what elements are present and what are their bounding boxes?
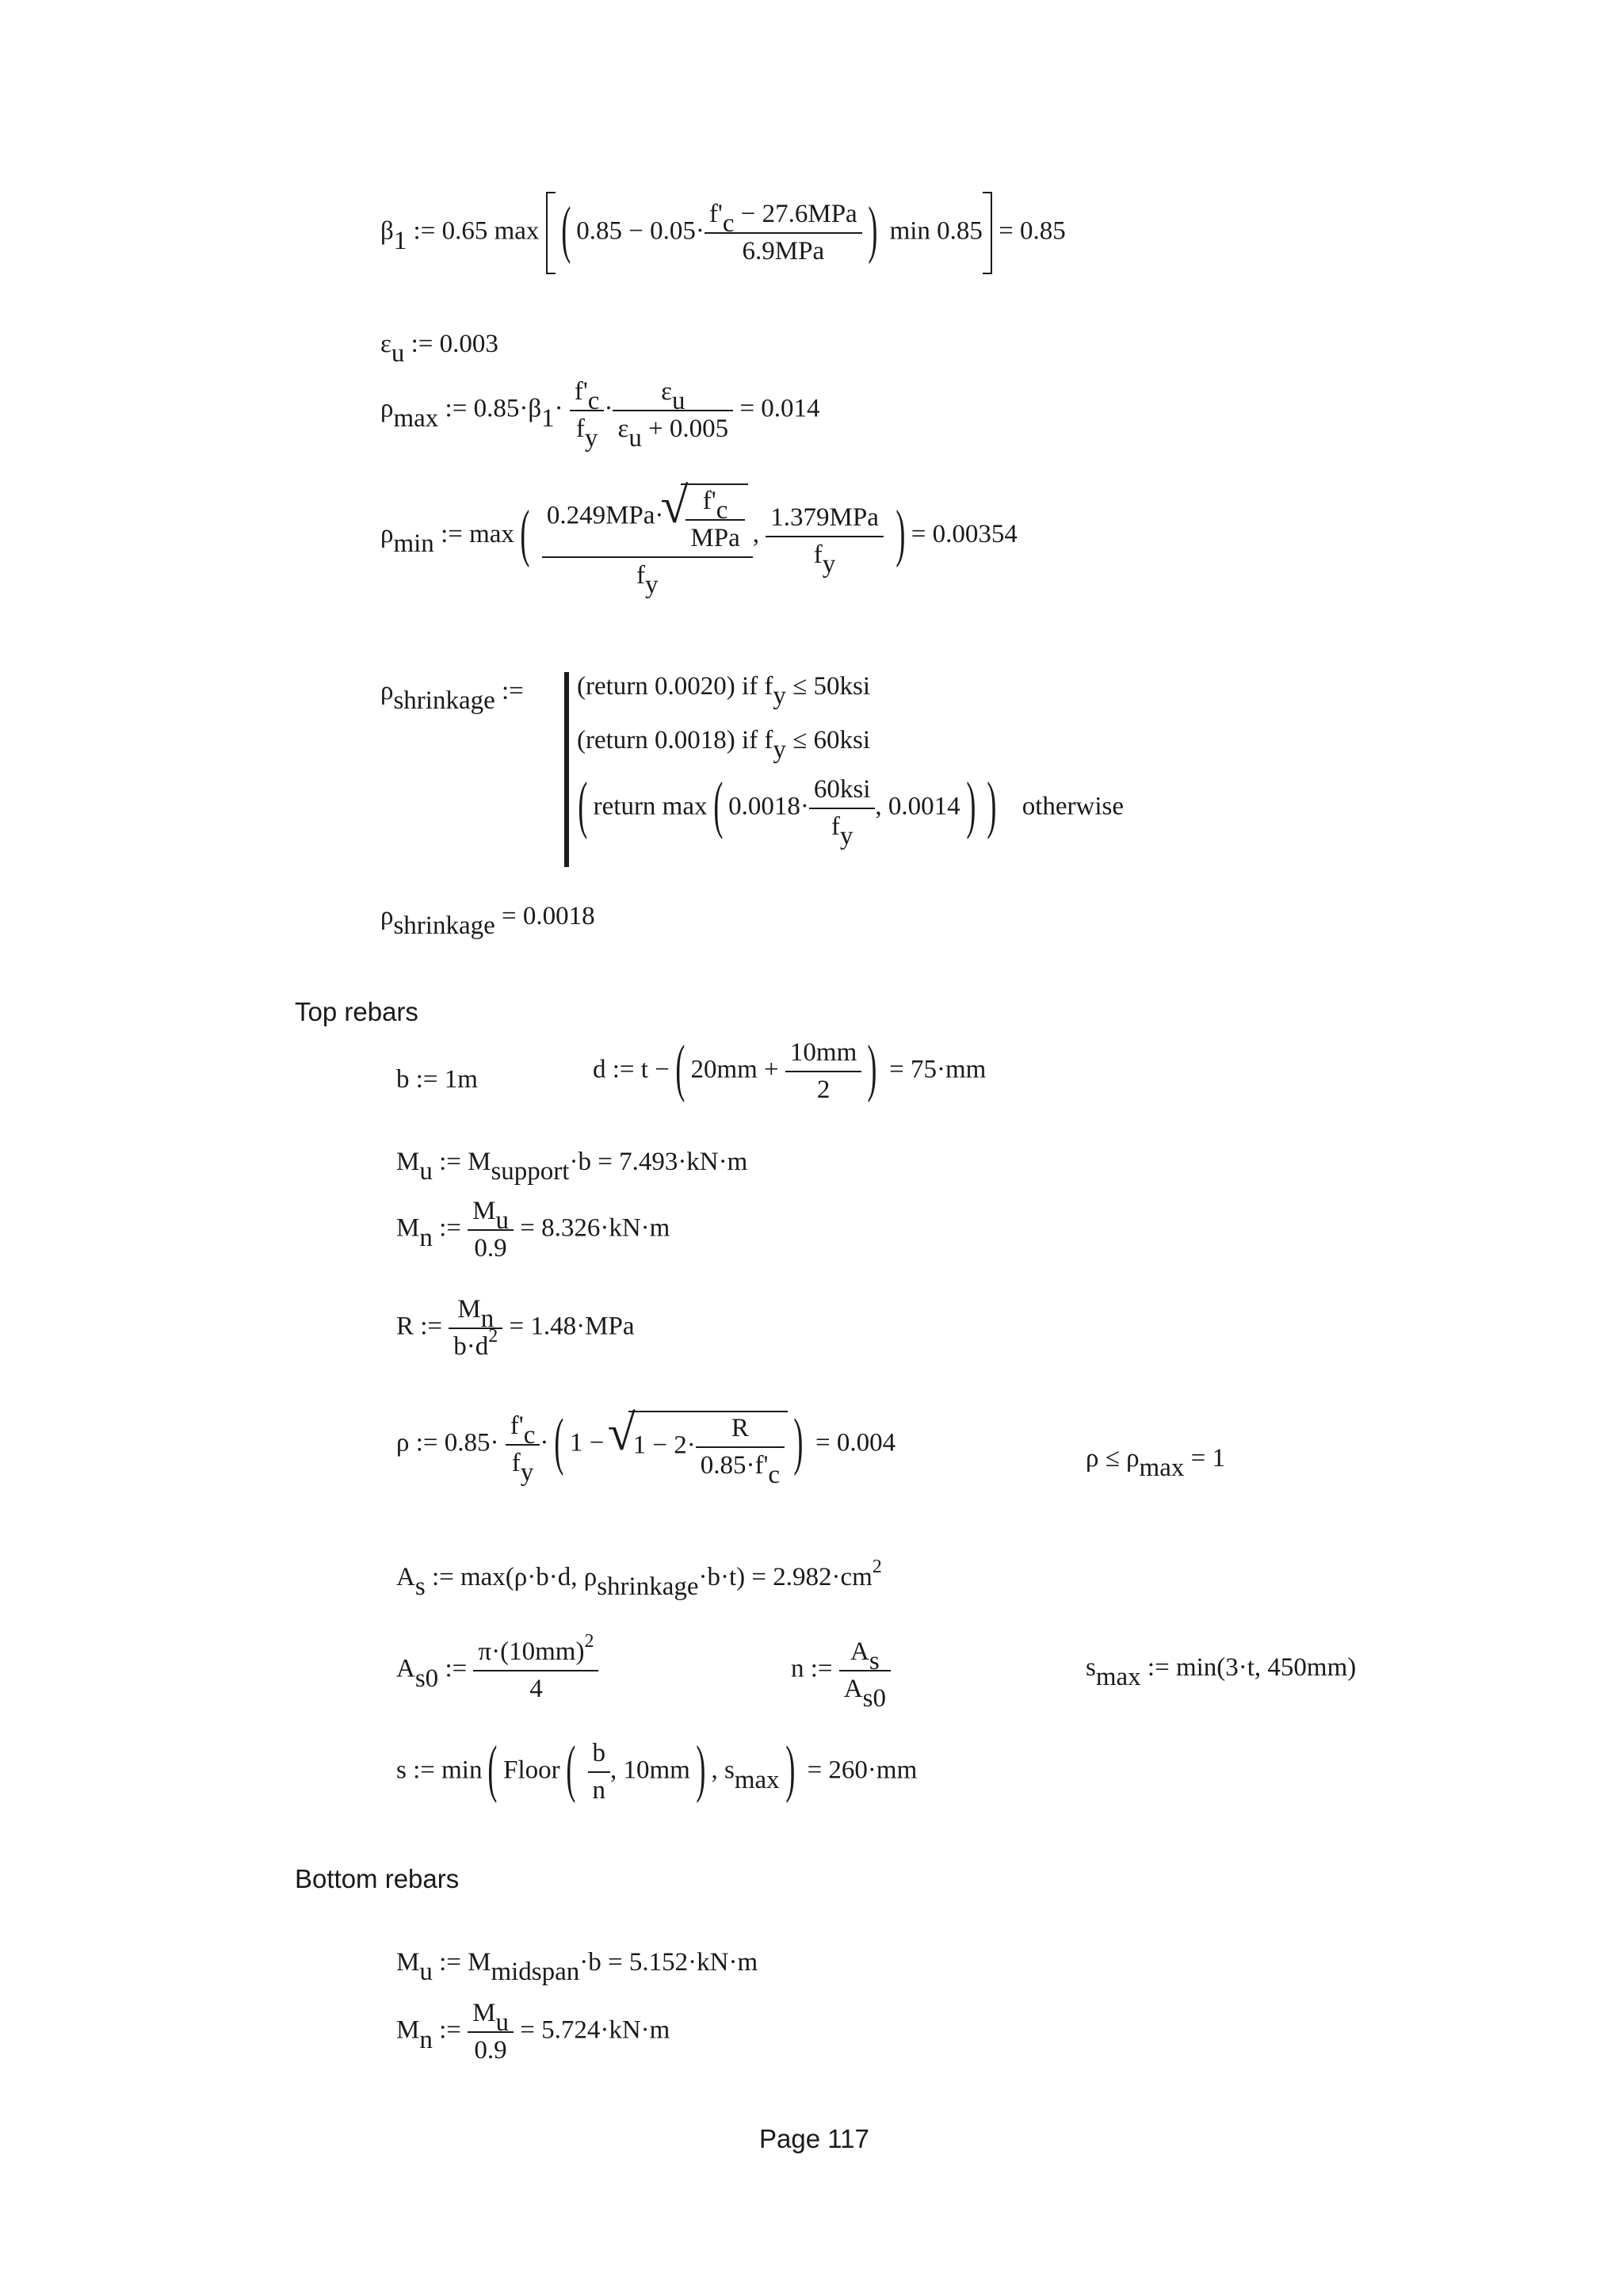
- rho-equation: ρ := 0.85· $\frac{f'c}{fy}$ ·( 1 − √ 1 − 2· $\frac{R}{0.85\cdot f'c}$ ) = 0.004: [396, 1411, 896, 1479]
- rho-shrinkage-value: ρshrinkage = 0.0018: [380, 902, 595, 940]
- rho-shrinkage-label: ρshrinkage :=: [380, 677, 524, 715]
- right-bracket: [983, 192, 992, 274]
- beta1-equation: β1 := 0.65 max ( 0.85 − 0.05· $\frac{\text{f'c − 27.6MPa}}{\text{6.9MPa}}$ ) min 0.85 = 0.85: [380, 192, 1066, 274]
- left-bracket: [546, 192, 556, 274]
- rho-max-equation: ρmax := 0.85·β1· $\frac{f'c}{fy}$ · $\frac{\varepsilon u}{\varepsilon u + 0.005}$ = 0.014: [380, 377, 820, 453]
- Mu-bottom-equation: Mu := Mmidspan·b = 5.152·kN·m: [396, 1948, 758, 1986]
- eps-u-equation: εu := 0.003: [380, 330, 498, 368]
- d-definition: d := t −( 20mm + $\frac{10mm}{2}$ ) = 75·mm: [593, 1033, 987, 1104]
- b-definition: b := 1m: [396, 1065, 478, 1094]
- n-equation: n := $\frac{As}{As0}$: [791, 1639, 891, 1702]
- s-equation: s := min( Floor( $\frac{b}{n}$ , 10mm) , smax) = 260·mm: [396, 1734, 918, 1805]
- As0-equation: As0 := $\frac{\pi\cdot(10mm)^2}{4}$: [396, 1639, 598, 1702]
- Mu-top-equation: Mu := Msupport·b = 7.493·kN·m: [396, 1148, 748, 1186]
- sqrt-symbol: √ $\frac{f'c}{\text{MPa}}$: [681, 483, 747, 552]
- smax-equation: smax := min(3·t, 450mm): [1086, 1653, 1357, 1691]
- program-line-2: (return 0.0018) if fy ≤ 60ksi: [577, 726, 871, 764]
- As-equation: As := max(ρ·b·d, ρshrinkage·b·t) = $2.982\cdot cm^2$: [396, 1557, 882, 1601]
- beta1-fraction: $\frac{\text{f'c − 27.6MPa}}{\text{6.9MPa}}$: [705, 201, 862, 265]
- rho-min-equation: ρmin := max( 0.249MPa· √ $\frac{f'c}{\text{MPa}}$ fy , $\frac{\text{1.379MPa}}{fy}$ ) = 0.00354: [380, 483, 1018, 589]
- rho-check: ρ ≤ ρmax = 1: [1086, 1444, 1225, 1482]
- Mn-top-equation: Mn := $\frac{Mu}{0.9}$ = 8.326·kN·m: [396, 1197, 670, 1263]
- R-equation: R := $\frac{Mn}{b\cdot d^2}$ = 1.48·MPa: [396, 1295, 635, 1361]
- Mn-bottom-equation: Mn := $\frac{Mu}{0.9}$ = 5.724·kN·m: [396, 1999, 670, 2065]
- program-bar: [564, 672, 569, 867]
- heading-top-rebars: Top rebars: [295, 997, 418, 1026]
- sqrt-symbol: √ 1 − 2· $\frac{R}{0.85\cdot f'c}$: [628, 1411, 788, 1479]
- page-number: Page 117: [759, 2124, 869, 2153]
- program-line-1: (return 0.0020) if fy ≤ 50ksi: [577, 672, 871, 710]
- heading-bottom-rebars: Bottom rebars: [295, 1864, 460, 1893]
- program-line-3: ( return max( 0.0018· $\frac{\text{60ksi}}{fy}$ , 0.0014) ) otherwise: [578, 770, 1124, 850]
